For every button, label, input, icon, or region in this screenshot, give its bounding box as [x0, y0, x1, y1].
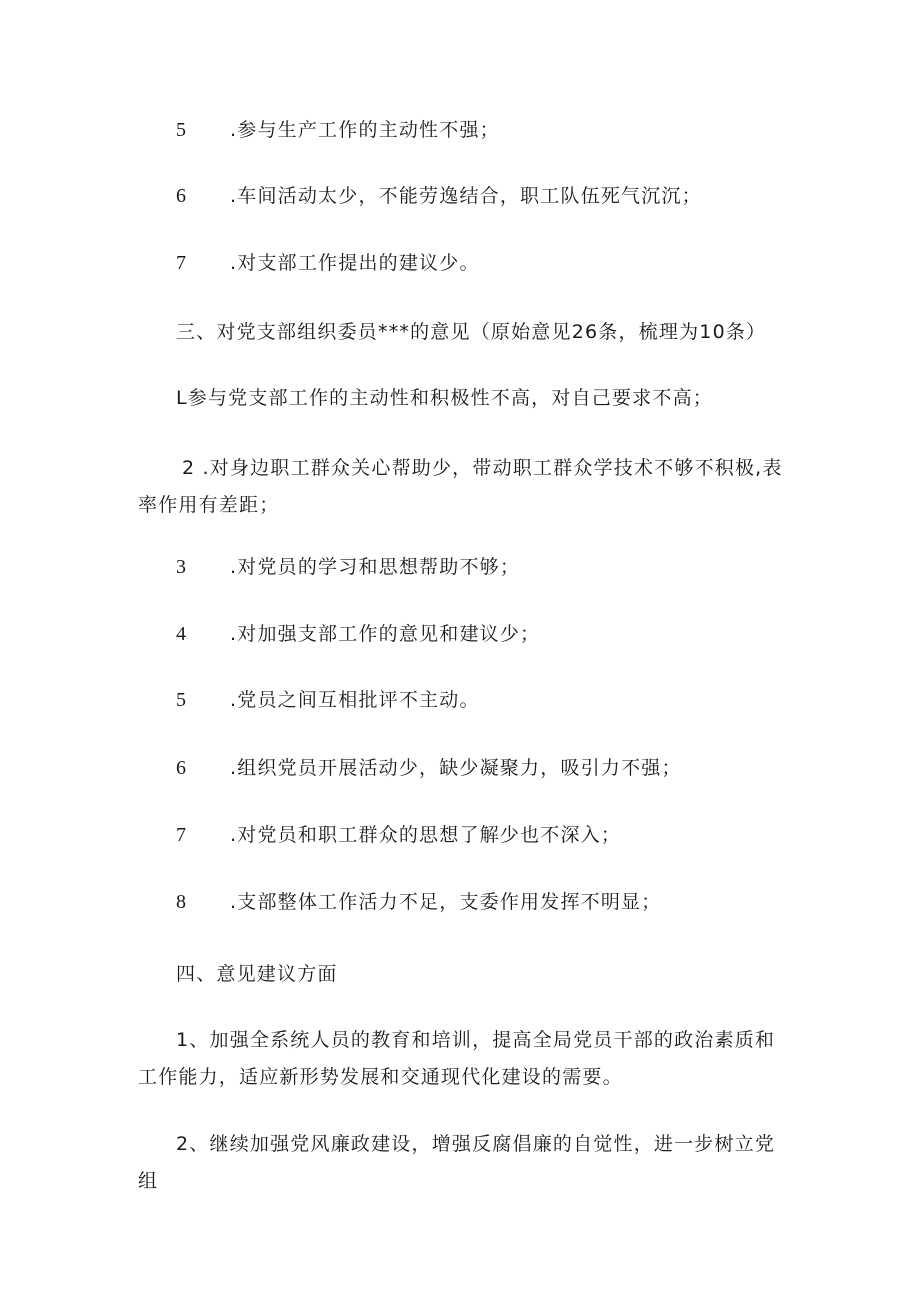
list-item-wrapped: 2 .对身边职工群众关心帮助少，带动职工群众学技术不够不积极,表率作用有差距；	[138, 457, 783, 516]
item-text: .车间活动太少，不能劳逸结合，职工队伍死气沉沉；	[230, 185, 702, 207]
item-number: 5	[176, 689, 188, 711]
section-4-heading: 四、意见建议方面	[176, 963, 338, 985]
item-number: 7	[176, 252, 188, 274]
item-text: .对党员和职工群众的思想了解少也不深入；	[230, 824, 622, 846]
item-text: .对支部工作提出的建议少。	[230, 252, 480, 274]
item-number: 3	[176, 556, 188, 578]
item-text: .对党员的学习和思想帮助不够；	[230, 556, 521, 578]
item-text: .组织党员开展活动少，缺少凝聚力，吸引力不强；	[230, 757, 682, 779]
section-3-heading: 三、对党支部组织委员***的意见（原始意见26条，梳理为10条）	[176, 321, 767, 343]
item-number: 5	[176, 119, 188, 141]
paragraph: 2、继续加强党风廉政建设，增强反腐倡廉的自觉性，进一步树立党组	[138, 1133, 776, 1192]
item-text: .参与生产工作的主动性不强；	[230, 119, 500, 141]
item-number: 7	[176, 824, 188, 846]
item-text: .对加强支部工作的意见和建议少；	[230, 623, 541, 645]
paragraph: 1、加强全系统人员的教育和培训，提高全局党员干部的政治素质和工作能力，适应新形势发展和交通现代化建设的需要。	[138, 1029, 776, 1088]
item-number: 6	[176, 185, 188, 207]
item-number: 6	[176, 757, 188, 779]
item-number: 4	[176, 623, 188, 645]
item-text: .党员之间互相批评不主动。	[230, 689, 480, 711]
item-text: .支部整体工作活力不足，支委作用发挥不明显；	[230, 891, 662, 913]
item-number: 8	[176, 891, 188, 913]
item-text: L参与党支部工作的主动性和积极性不高，对自己要求不高；	[176, 387, 713, 409]
